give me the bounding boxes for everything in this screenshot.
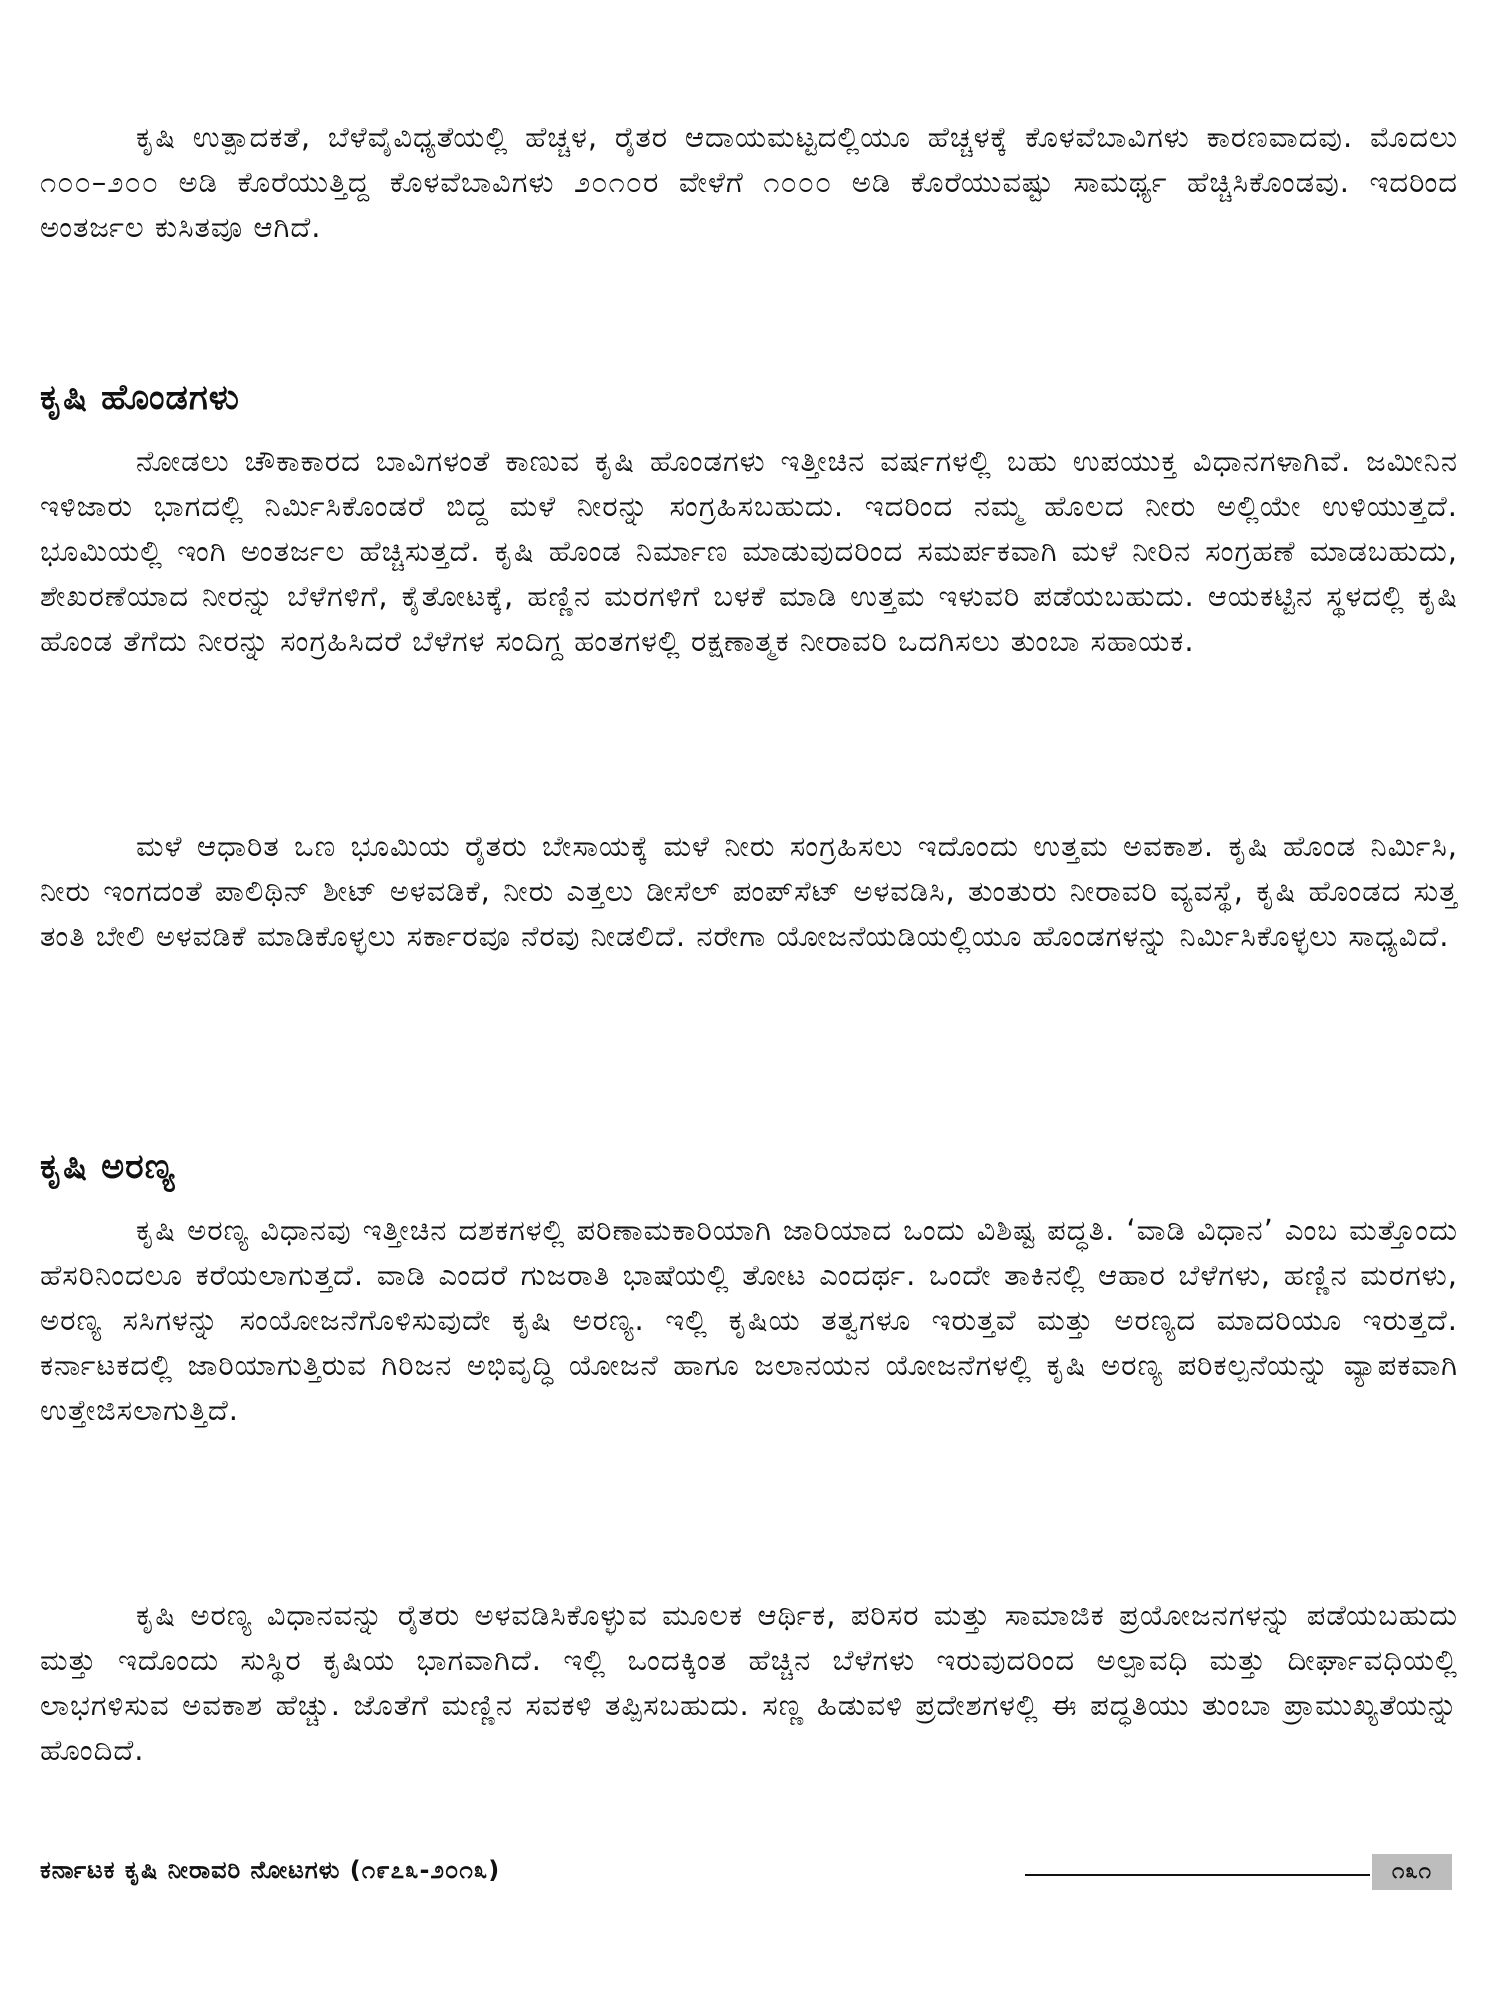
- paragraph-agroforestry-intro: ಕೃಷಿ ಅರಣ್ಯ ವಿಧಾನವು ಇತ್ತೀಚಿನ ದಶಕಗಳಲ್ಲಿ ಪರಿಣಾಮಕಾರಿಯಾಗಿ ಜಾರಿಯಾದ ಒಂದು ವಿಶಿಷ್ಟ ಪದ್ಧತಿ. ‘ವಾಡಿ ವಿಧಾನ’ ಎಂಬ ಮತ್ತೊಂದು ಹೆಸರಿನಿಂದಲೂ ಕರೆಯಲಾಗುತ್ತದೆ. ವಾಡಿ ಎಂದರೆ ಗುಜರಾತಿ ಭಾಷೆಯಲ್ಲಿ ತೋಟ ಎಂದರ್ಥ. ಒಂದೇ ತಾಕಿನಲ್ಲಿ ಆಹಾರ ಬೆಳೆಗಳು, ಹಣ್ಣಿನ ಮರಗಳು, ಅರಣ್ಯ ಸಸಿಗಳನ್ನು ಸಂಯೋಜನೆಗೊಳಿಸುವುದೇ ಕೃಷಿ ಅರಣ್ಯ. ಇಲ್ಲಿ ಕೃಷಿಯ ತತ್ವಗಳೂ ಇರುತ್ತವೆ ಮತ್ತು ಅರಣ್ಯದ ಮಾದರಿಯೂ ಇರುತ್ತದೆ. ಕರ್ನಾಟಕದಲ್ಲಿ ಜಾರಿಯಾಗುತ್ತಿರುವ ಗಿರಿಜನ ಅಭಿವೃದ್ಧಿ ಯೋಜನೆ ಹಾಗೂ ಜಲಾನಯನ ಯೋಜನೆಗಳಲ್ಲಿ ಕೃಷಿ ಅರಣ್ಯ ಪರಿಕಲ್ಪನೆಯನ್ನು ವ್ಯಾಪಕವಾಗಿ ಉತ್ತೇಜಿಸಲಾಗುತ್ತಿದೆ.: [40, 1213, 1458, 1427]
- page-number: ೧೩೧: [1372, 1854, 1452, 1890]
- paragraph-agroforestry-benefits: ಕೃಷಿ ಅರಣ್ಯ ವಿಧಾನವನ್ನು ರೈತರು ಅಳವಡಿಸಿಕೊಳ್ಳುವ ಮೂಲಕ ಆರ್ಥಿಕ, ಪರಿಸರ ಮತ್ತು ಸಾಮಾಜಿಕ ಪ್ರಯೋಜನಗಳನ್ನು ಪಡೆಯಬಹುದು ಮತ್ತು ಇದೊಂದು ಸುಸ್ಥಿರ ಕೃಷಿಯ ಭಾಗವಾಗಿದೆ. ಇಲ್ಲಿ ಒಂದಕ್ಕಿಂತ ಹೆಚ್ಚಿನ ಬೆಳೆಗಳು ಇರುವುದರಿಂದ ಅಲ್ಪಾವಧಿ ಮತ್ತು ದೀರ್ಘಾವಧಿಯಲ್ಲಿ ಲಾಭಗಳಿಸುವ ಅವಕಾಶ ಹೆಚ್ಚು. ಜೊತೆಗೆ ಮಣ್ಣಿನ ಸವಕಳಿ ತಪ್ಪಿಸಬಹುದು. ಸಣ್ಣ ಹಿಡುವಳಿ ಪ್ರದೇಶಗಳಲ್ಲಿ ಈ ಪದ್ಧತಿಯು ತುಂಬಾ ಪ್ರಾಮುಖ್ಯತೆಯನ್ನು ಹೊಂದಿದೆ.: [40, 1598, 1458, 1767]
- paragraph-borewells: ಕೃಷಿ ಉತ್ಪಾದಕತೆ, ಬೆಳೆವೈವಿಧ್ಯತೆಯಲ್ಲಿ ಹೆಚ್ಚಳ, ರೈತರ ಆದಾಯಮಟ್ಟದಲ್ಲಿಯೂ ಹೆಚ್ಚಳಕ್ಕೆ ಕೊಳವೆಬಾವಿಗಳು ಕಾರಣವಾದವು. ಮೊದಲು ೧೦೦–೨೦೦ ಅಡಿ ಕೊರೆಯುತ್ತಿದ್ದ ಕೊಳವೆಬಾವಿಗಳು ೨೦೧೦ರ ವೇಳೆಗೆ ೧೦೦೦ ಅಡಿ ಕೊರೆಯುವಷ್ಟು ಸಾಮರ್ಥ್ಯ ಹೆಚ್ಚಿಸಿಕೊಂಡವು. ಇದರಿಂದ ಅಂತರ್ಜಲ ಕುಸಿತವೂ ಆಗಿದೆ.: [40, 120, 1458, 244]
- heading-agroforestry: ಕೃಷಿ ಅರಣ್ಯ: [40, 1147, 176, 1187]
- footer-rule: [1025, 1874, 1370, 1876]
- paragraph-farm-ponds-support: ಮಳೆ ಆಧಾರಿತ ಒಣ ಭೂಮಿಯ ರೈತರು ಬೇಸಾಯಕ್ಕೆ ಮಳೆ ನೀರು ಸಂಗ್ರಹಿಸಲು ಇದೊಂದು ಉತ್ತಮ ಅವಕಾಶ. ಕೃಷಿ ಹೊಂಡ ನಿರ್ಮಿಸಿ, ನೀರು ಇಂಗದಂತೆ ಪಾಲಿಥಿನ್ ಶೀಟ್ ಅಳವಡಿಕೆ, ನೀರು ಎತ್ತಲು ಡೀಸೆಲ್ ಪಂಪ್‌ಸೆಟ್ ಅಳವಡಿಸಿ, ತುಂತುರು ನೀರಾವರಿ ವ್ಯವಸ್ಥೆ, ಕೃಷಿ ಹೊಂಡದ ಸುತ್ತ ತಂತಿ ಬೇಲಿ ಅಳವಡಿಕೆ ಮಾಡಿಕೊಳ್ಳಲು ಸರ್ಕಾರವೂ ನೆರವು ನೀಡಲಿದೆ. ನರೇಗಾ ಯೋಜನೆಯಡಿಯಲ್ಲಿಯೂ ಹೊಂಡಗಳನ್ನು ನಿರ್ಮಿಸಿಕೊಳ್ಳಲು ಸಾಧ್ಯವಿದೆ.: [40, 829, 1458, 953]
- heading-farm-ponds: ಕೃಷಿ ಹೊಂಡಗಳು: [40, 378, 240, 418]
- paragraph-farm-ponds-intro: ನೋಡಲು ಚೌಕಾಕಾರದ ಬಾವಿಗಳಂತೆ ಕಾಣುವ ಕೃಷಿ ಹೊಂಡಗಳು ಇತ್ತೀಚಿನ ವರ್ಷಗಳಲ್ಲಿ ಬಹು ಉಪಯುಕ್ತ ವಿಧಾನಗಳಾಗಿವೆ. ಜಮೀನಿನ ಇಳಿಜಾರು ಭಾಗದಲ್ಲಿ ನಿರ್ಮಿಸಿಕೊಂಡರೆ ಬಿದ್ದ ಮಳೆ ನೀರನ್ನು ಸಂಗ್ರಹಿಸಬಹುದು. ಇದರಿಂದ ನಮ್ಮ ಹೊಲದ ನೀರು ಅಲ್ಲಿಯೇ ಉಳಿಯುತ್ತದೆ. ಭೂಮಿಯಲ್ಲಿ ಇಂಗಿ ಅಂತರ್ಜಲ ಹೆಚ್ಚಿಸುತ್ತದೆ. ಕೃಷಿ ಹೊಂಡ ನಿರ್ಮಾಣ ಮಾಡುವುದರಿಂದ ಸಮರ್ಪಕವಾಗಿ ಮಳೆ ನೀರಿನ ಸಂಗ್ರಹಣೆ ಮಾಡಬಹುದು, ಶೇಖರಣೆಯಾದ ನೀರನ್ನು ಬೆಳೆಗಳಿಗೆ, ಕೈತೋಟಕ್ಕೆ, ಹಣ್ಣಿನ ಮರಗಳಿಗೆ ಬಳಕೆ ಮಾಡಿ ಉತ್ತಮ ಇಳುವರಿ ಪಡೆಯಬಹುದು. ಆಯಕಟ್ಟಿನ ಸ್ಥಳದಲ್ಲಿ ಕೃಷಿ ಹೊಂಡ ತೆಗೆದು ನೀರನ್ನು ಸಂಗ್ರಹಿಸಿದರೆ ಬೆಳೆಗಳ ಸಂದಿಗ್ದ ಹಂತಗಳಲ್ಲಿ ರಕ್ಷಣಾತ್ಮಕ ನೀರಾವರಿ ಒದಗಿಸಲು ತುಂಬಾ ಸಹಾಯಕ.: [40, 444, 1458, 658]
- footer-book-title: ಕರ್ನಾಟಕ ಕೃಷಿ ನೀರಾವರಿ ನೋಟಗಳು (೧೯೭೩-೨೦೧೩): [40, 1856, 501, 1884]
